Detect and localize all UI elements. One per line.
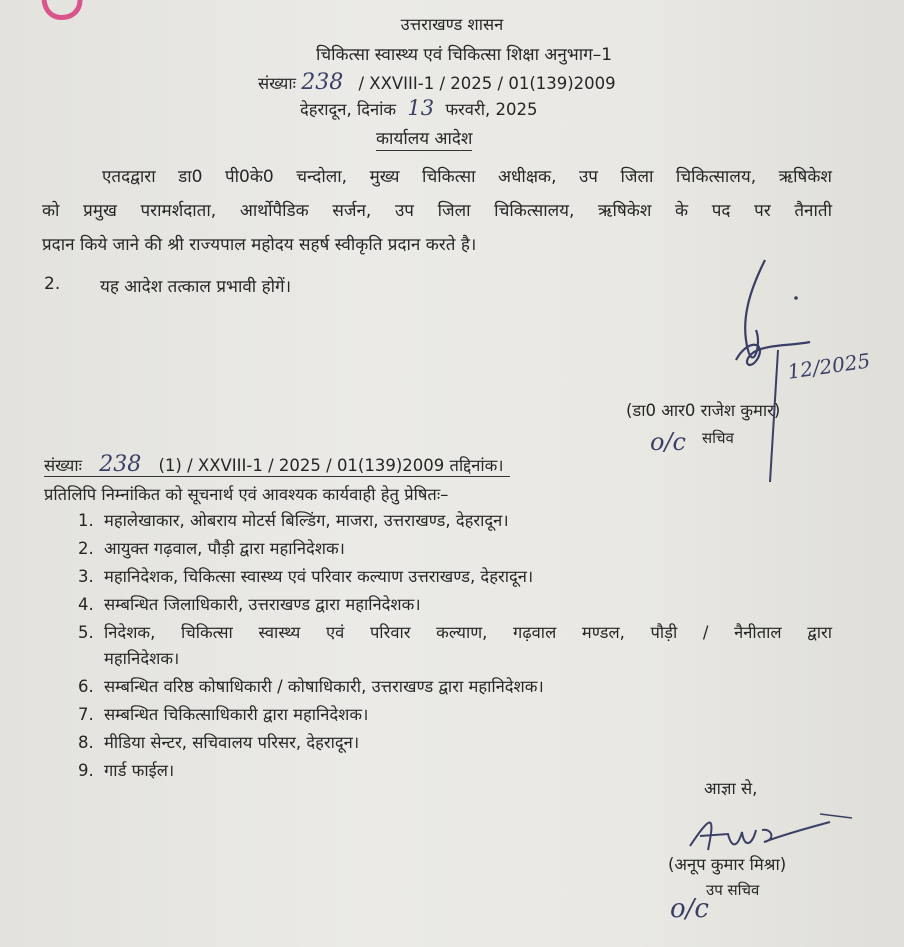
list-item-text: महानिदेशक। xyxy=(104,649,180,668)
copy-reference-suffix: (1) / XXVIII-1 / 2025 / 01(139)2009 तद्दिनांक। xyxy=(158,456,504,475)
reference-line xyxy=(258,70,616,95)
list-item-number: 3. xyxy=(78,567,94,586)
list-item-number: 8. xyxy=(78,733,94,752)
list-item xyxy=(78,592,421,615)
copy-intro: प्रतिलिपि निम्नांकित को सूचनार्थ एवं आवश्यक कार्यवाही हेतु प्रेषितः– xyxy=(44,485,449,504)
handwritten-date: 12/2025 xyxy=(786,348,872,384)
list-item-number: 1. xyxy=(78,511,94,530)
deputy-secretary-name: (अनूप कुमार मिश्रा) xyxy=(668,855,787,874)
order-title-text: कार्यालय आदेश xyxy=(376,129,473,149)
list-item-number: 4. xyxy=(78,595,94,614)
list-item-text: आयुक्त गढ़वाल, पौड़ी द्वारा महानिदेशक। xyxy=(104,539,345,558)
list-item-text: सम्बन्धित जिलाधिकारी, उत्तराखण्ड द्वारा महानिदेशक। xyxy=(104,595,421,614)
government-name: उत्तराखण्ड शासन xyxy=(400,15,504,34)
date-prefix: देहरादून, दिनांक xyxy=(300,100,397,119)
date-day-handwritten: 13 xyxy=(407,96,435,120)
list-item xyxy=(78,674,544,697)
point-2-number: 2. xyxy=(44,274,61,294)
list-item-text: सम्बन्धित चिकित्साधिकारी द्वारा महानिदेशक। xyxy=(104,705,369,724)
list-item-number: 2. xyxy=(78,539,94,558)
list-item-number: 9. xyxy=(78,761,94,780)
secretary-designation: सचिव xyxy=(702,429,734,447)
list-item xyxy=(78,646,179,669)
list-item-text: सम्बन्धित वरिष्ठ कोषाधिकारी / कोषाधिकारी, उत्तराखण्ड द्वारा महानिदेशक। xyxy=(104,677,544,696)
paragraph-line-1: एतदद्वारा डा0 पी0के0 चन्दोला, मुख्य चिकित्सा अधीक्षक, उप जिला चिकित्सालय, ऋषिकेश xyxy=(102,167,832,187)
deputy-secretary-designation: उप सचिव xyxy=(706,881,760,899)
reference-prefix: संख्याः xyxy=(258,74,296,93)
paragraph-line-2: को प्रमुख परामर्शदाता, आर्थोपैडिक सर्जन, उप जिला चिकित्सालय, ऋषिकेश के पद पर तैनाती xyxy=(42,201,832,221)
list-item-number: 7. xyxy=(78,705,94,724)
copy-reference-prefix: संख्याः xyxy=(44,456,82,475)
paragraph-line-3: प्रदान किये जाने की श्री राज्यपाल महोदय सहर्ष स्वीकृति प्रदान करते है। xyxy=(42,235,477,255)
order-paragraph xyxy=(42,160,832,262)
secretary-name: (डा0 आर0 राजेश कुमार) xyxy=(626,401,781,420)
list-item-text: महानिदेशक, चिकित्सा स्वास्थ्य एवं परिवार कल्याण उत्तराखण्ड, देहरादून। xyxy=(104,567,534,586)
point-2-text: यह आदेश तत्काल प्रभावी होगें। xyxy=(100,277,292,297)
list-item xyxy=(78,702,368,725)
list-item-text: गार्ड फाईल। xyxy=(104,761,175,780)
oc-mark-2: o/c xyxy=(670,894,709,924)
list-item xyxy=(78,758,174,781)
list-item xyxy=(78,730,359,753)
list-item xyxy=(78,564,533,587)
list-item xyxy=(78,536,345,559)
list-item xyxy=(78,508,509,531)
department-name: चिकित्सा स्वास्थ्य एवं चिकित्सा शिक्षा अनुभाग–1 xyxy=(315,45,613,65)
order-title xyxy=(376,126,472,149)
list-item-number: 6. xyxy=(78,677,94,696)
copy-reference-number-handwritten: 238 xyxy=(99,452,142,477)
date-suffix: फरवरी, 2025 xyxy=(445,100,538,119)
list-item-text: मीडिया सेन्टर, सचिवालय परिसर, देहरादून। xyxy=(104,733,360,752)
copy-reference-line xyxy=(44,452,510,477)
list-item-number: 5. xyxy=(78,623,94,642)
reference-suffix: / XXVIII-1 / 2025 / 01(139)2009 xyxy=(358,74,616,93)
pink-pen-mark xyxy=(40,0,90,22)
reference-number-handwritten: 238 xyxy=(301,70,344,95)
by-order-text: आज्ञा से, xyxy=(704,779,758,798)
oc-mark-1: o/c xyxy=(650,428,686,456)
copy-reference-underlined xyxy=(44,452,510,477)
date-line xyxy=(300,96,537,120)
list-item xyxy=(78,620,832,643)
list-item-text: निदेशक, चिकित्सा स्वास्थ्य एवं परिवार कल्याण, गढ़वाल मण्डल, पौड़ी / नैनीताल द्वारा xyxy=(104,623,832,642)
list-item-text: महालेखाकार, ओबराय मोटर्स बिल्डिंग, माजरा, उत्तराखण्ड, देहरादून। xyxy=(104,511,509,530)
